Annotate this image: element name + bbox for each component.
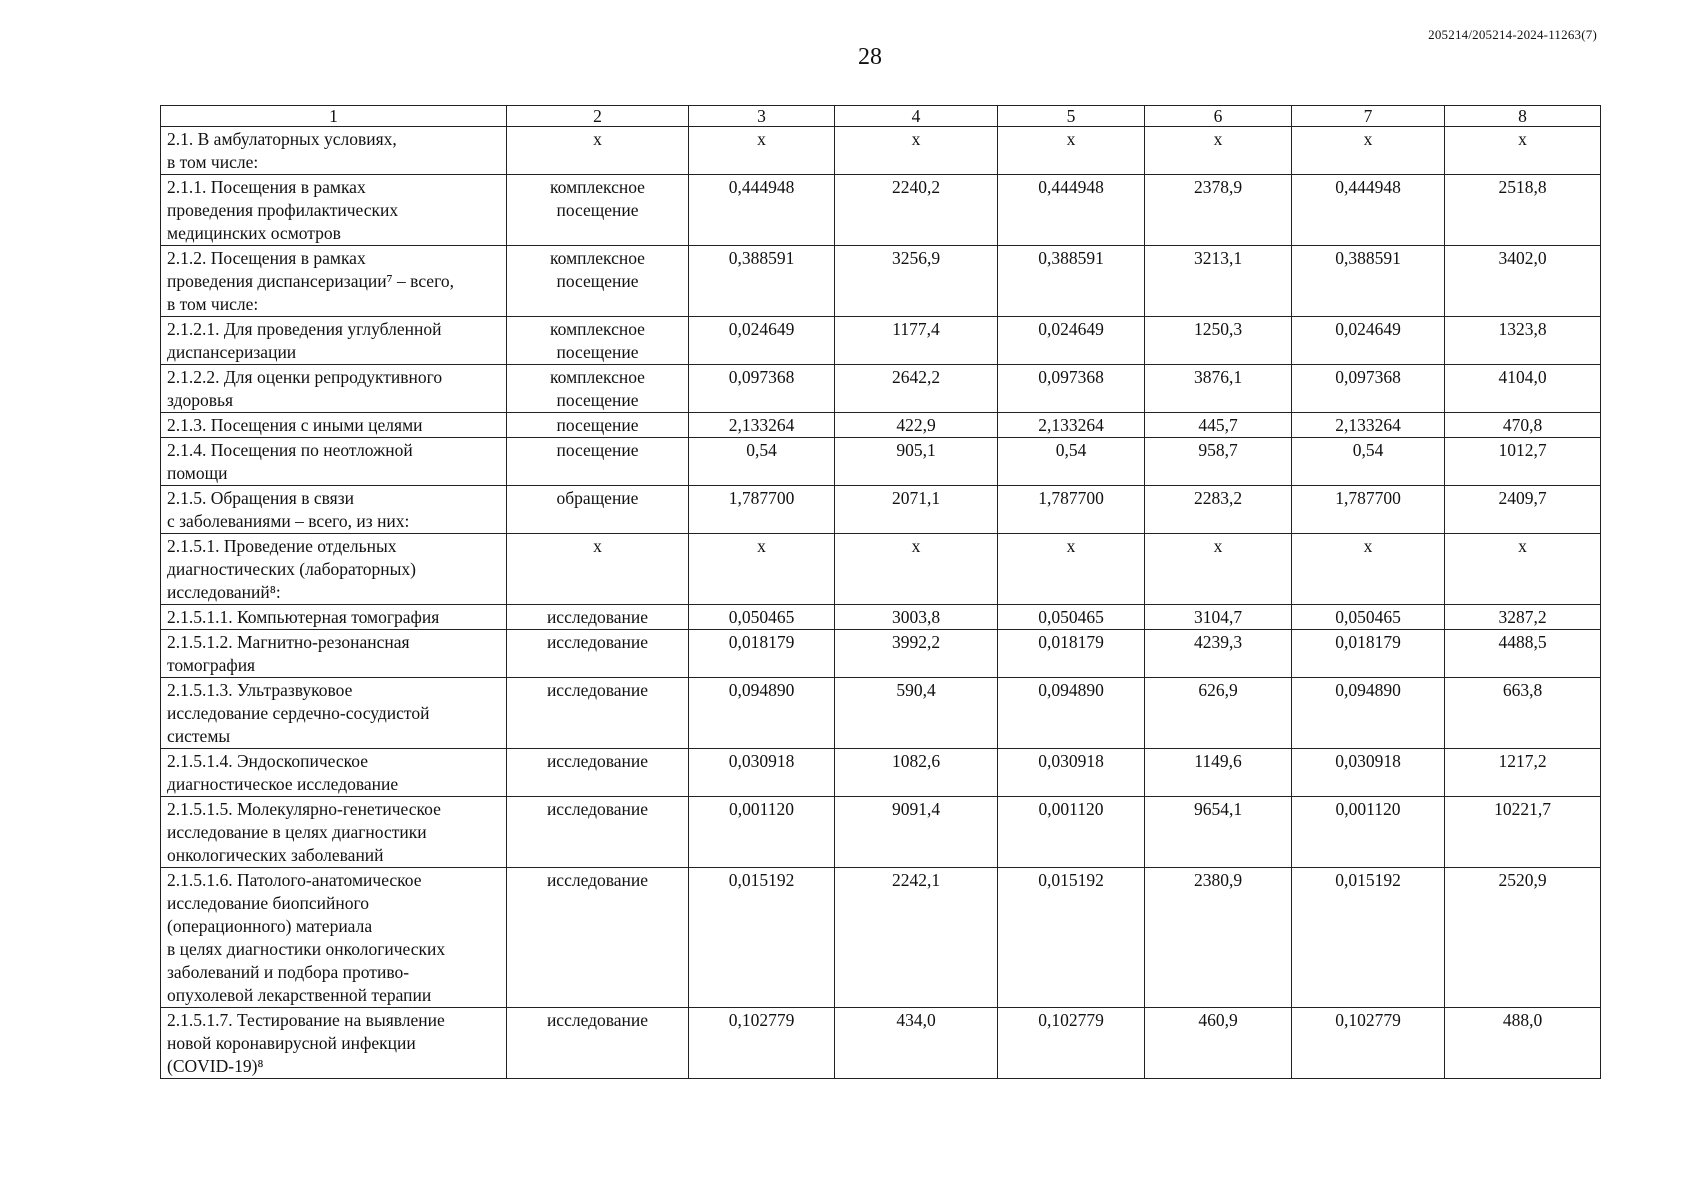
cell-col-4: 2240,2	[835, 175, 998, 246]
cell-col-5: 0,097368	[998, 365, 1145, 413]
column-number-4: 4	[835, 106, 998, 127]
cell-col-3: 0,444948	[689, 175, 835, 246]
cell-col-7: 0,388591	[1292, 246, 1445, 317]
cell-col-6: 460,9	[1145, 1008, 1292, 1079]
cell-col-8: 2520,9	[1445, 868, 1601, 1008]
cell-indicator: 2.1.5.1.5. Молекулярно-генетическое исследование в целях диагностики онкологических заболеваний	[161, 797, 507, 868]
cell-col-8: 2518,8	[1445, 175, 1601, 246]
table-body	[161, 106, 1601, 1079]
cell-col-4: х	[835, 127, 998, 175]
cell-col-5: 0,54	[998, 438, 1145, 486]
cell-col-6: х	[1145, 534, 1292, 605]
cell-col-8: 1323,8	[1445, 317, 1601, 365]
cell-col-4: 3256,9	[835, 246, 998, 317]
cell-col-4: 3003,8	[835, 605, 998, 630]
cell-unit: исследование	[507, 1008, 689, 1079]
cell-col-8: 3402,0	[1445, 246, 1601, 317]
cell-unit: х	[507, 534, 689, 605]
table-row	[161, 127, 1601, 175]
cell-indicator: 2.1.5.1.3. Ультразвуковое исследование сердечно-сосудистой системы	[161, 678, 507, 749]
table-row	[161, 1008, 1601, 1079]
cell-col-6: 1149,6	[1145, 749, 1292, 797]
cell-col-5: 0,388591	[998, 246, 1145, 317]
cell-col-8: 488,0	[1445, 1008, 1601, 1079]
cell-col-6: 445,7	[1145, 413, 1292, 438]
cell-col-6: 3876,1	[1145, 365, 1292, 413]
cell-unit: исследование	[507, 678, 689, 749]
cell-indicator: 2.1.5.1.1. Компьютерная томография	[161, 605, 507, 630]
cell-col-5: 0,001120	[998, 797, 1145, 868]
cell-col-4: 590,4	[835, 678, 998, 749]
cell-col-8: х	[1445, 534, 1601, 605]
cell-col-4: 2071,1	[835, 486, 998, 534]
cell-col-3: 0,102779	[689, 1008, 835, 1079]
cell-col-6: 2283,2	[1145, 486, 1292, 534]
cell-col-3: 0,018179	[689, 630, 835, 678]
cell-col-6: 1250,3	[1145, 317, 1292, 365]
cell-col-3: 0,030918	[689, 749, 835, 797]
cell-col-8: 663,8	[1445, 678, 1601, 749]
cell-col-5: 0,018179	[998, 630, 1145, 678]
cell-col-7: 2,133264	[1292, 413, 1445, 438]
cell-indicator: 2.1.3. Посещения с иными целями	[161, 413, 507, 438]
cell-col-5: 0,024649	[998, 317, 1145, 365]
cell-col-5: 0,094890	[998, 678, 1145, 749]
cell-unit: комплексное посещение	[507, 365, 689, 413]
table-row	[161, 605, 1601, 630]
cell-unit: комплексное посещение	[507, 175, 689, 246]
cell-col-3: 0,050465	[689, 605, 835, 630]
cell-col-8: 3287,2	[1445, 605, 1601, 630]
cell-col-5: 0,444948	[998, 175, 1145, 246]
cell-unit: х	[507, 127, 689, 175]
cell-col-5: 0,102779	[998, 1008, 1145, 1079]
cell-col-8: 2409,7	[1445, 486, 1601, 534]
cell-col-7: 0,094890	[1292, 678, 1445, 749]
cell-col-6: 4239,3	[1145, 630, 1292, 678]
cell-col-7: 0,001120	[1292, 797, 1445, 868]
cell-unit: исследование	[507, 605, 689, 630]
table-row	[161, 797, 1601, 868]
table-row	[161, 678, 1601, 749]
cell-col-3: 0,015192	[689, 868, 835, 1008]
cell-col-4: 905,1	[835, 438, 998, 486]
cell-col-3: 0,094890	[689, 678, 835, 749]
cell-col-3: 1,787700	[689, 486, 835, 534]
cell-col-8: 10221,7	[1445, 797, 1601, 868]
column-number-7: 7	[1292, 106, 1445, 127]
cell-unit: исследование	[507, 868, 689, 1008]
column-number-3: 3	[689, 106, 835, 127]
cell-indicator: 2.1.5.1.2. Магнитно-резонансная томография	[161, 630, 507, 678]
cell-col-8: 1012,7	[1445, 438, 1601, 486]
cell-col-7: 0,444948	[1292, 175, 1445, 246]
cell-col-3: 0,388591	[689, 246, 835, 317]
cell-col-5: х	[998, 127, 1145, 175]
cell-col-7: 0,54	[1292, 438, 1445, 486]
cell-col-4: 2642,2	[835, 365, 998, 413]
cell-col-8: 470,8	[1445, 413, 1601, 438]
page-number: 28	[858, 44, 882, 70]
cell-col-4: 9091,4	[835, 797, 998, 868]
cell-col-6: 3213,1	[1145, 246, 1292, 317]
column-number-1: 1	[161, 106, 507, 127]
cell-col-3: 0,001120	[689, 797, 835, 868]
cell-col-7: 0,050465	[1292, 605, 1445, 630]
cell-col-3: 0,097368	[689, 365, 835, 413]
cell-col-4: 1082,6	[835, 749, 998, 797]
cell-col-6: 626,9	[1145, 678, 1292, 749]
cell-col-7: 1,787700	[1292, 486, 1445, 534]
cell-col-3: 0,024649	[689, 317, 835, 365]
cell-col-8: 1217,2	[1445, 749, 1601, 797]
table-row	[161, 534, 1601, 605]
cell-col-8: 4488,5	[1445, 630, 1601, 678]
cell-indicator: 2.1.5.1.6. Патолого-анатомическое исследование биопсийного (операционного) материала в целях диагностики онкологических заболеваний и подбора противо- опухолевой лекарственной терапии	[161, 868, 507, 1008]
cell-col-4: х	[835, 534, 998, 605]
cell-col-7: 0,024649	[1292, 317, 1445, 365]
cell-unit: комплексное посещение	[507, 246, 689, 317]
cell-col-4: 422,9	[835, 413, 998, 438]
table-row	[161, 175, 1601, 246]
cell-col-6: 2378,9	[1145, 175, 1292, 246]
cell-col-7: 0,018179	[1292, 630, 1445, 678]
table-row	[161, 365, 1601, 413]
cell-unit: исследование	[507, 797, 689, 868]
column-number-8: 8	[1445, 106, 1601, 127]
cell-unit: посещение	[507, 413, 689, 438]
column-number-6: 6	[1145, 106, 1292, 127]
cell-col-5: 1,787700	[998, 486, 1145, 534]
cell-indicator: 2.1.5.1.4. Эндоскопическое диагностическое исследование	[161, 749, 507, 797]
cell-col-4: 1177,4	[835, 317, 998, 365]
cell-indicator: 2.1.5.1. Проведение отдельных диагностических (лабораторных) исследований⁸:	[161, 534, 507, 605]
cell-col-3: 2,133264	[689, 413, 835, 438]
cell-col-7: 0,102779	[1292, 1008, 1445, 1079]
table-row	[161, 413, 1601, 438]
cell-col-4: 2242,1	[835, 868, 998, 1008]
cell-col-4: 3992,2	[835, 630, 998, 678]
column-number-2: 2	[507, 106, 689, 127]
table-row	[161, 749, 1601, 797]
table-row	[161, 868, 1601, 1008]
cell-col-6: 9654,1	[1145, 797, 1292, 868]
cell-indicator: 2.1.2.1. Для проведения углубленной диспансеризации	[161, 317, 507, 365]
column-number-row	[161, 106, 1601, 127]
cell-col-3: х	[689, 127, 835, 175]
cell-col-7: 0,015192	[1292, 868, 1445, 1008]
cell-col-6: 3104,7	[1145, 605, 1292, 630]
cell-col-5: 0,015192	[998, 868, 1145, 1008]
cell-unit: обращение	[507, 486, 689, 534]
cell-col-4: 434,0	[835, 1008, 998, 1079]
cell-unit: исследование	[507, 630, 689, 678]
cell-unit: комплексное посещение	[507, 317, 689, 365]
cell-indicator: 2.1.2.2. Для оценки репродуктивного здоровья	[161, 365, 507, 413]
cell-col-3: 0,54	[689, 438, 835, 486]
cell-col-6: 958,7	[1145, 438, 1292, 486]
cell-col-7: 0,097368	[1292, 365, 1445, 413]
cell-col-8: х	[1445, 127, 1601, 175]
cell-col-7: 0,030918	[1292, 749, 1445, 797]
cell-indicator: 2.1. В амбулаторных условиях, в том числе:	[161, 127, 507, 175]
cell-indicator: 2.1.5.1.7. Тестирование на выявление новой коронавирусной инфекции (COVID-19)⁸	[161, 1008, 507, 1079]
cell-col-7: х	[1292, 127, 1445, 175]
cell-indicator: 2.1.5. Обращения в связи с заболеваниями – всего, из них:	[161, 486, 507, 534]
table-row	[161, 246, 1601, 317]
table-row	[161, 486, 1601, 534]
cell-unit: посещение	[507, 438, 689, 486]
cell-col-5: 0,050465	[998, 605, 1145, 630]
cell-col-6: х	[1145, 127, 1292, 175]
cell-col-3: х	[689, 534, 835, 605]
cell-indicator: 2.1.1. Посещения в рамках проведения профилактических медицинских осмотров	[161, 175, 507, 246]
cell-col-7: х	[1292, 534, 1445, 605]
cell-col-6: 2380,9	[1145, 868, 1292, 1008]
cell-unit: исследование	[507, 749, 689, 797]
column-number-5: 5	[998, 106, 1145, 127]
cell-indicator: 2.1.4. Посещения по неотложной помощи	[161, 438, 507, 486]
cell-col-5: 0,030918	[998, 749, 1145, 797]
cell-indicator: 2.1.2. Посещения в рамках проведения диспансеризации⁷ – всего, в том числе:	[161, 246, 507, 317]
table-row	[161, 438, 1601, 486]
table-row	[161, 630, 1601, 678]
data-table	[160, 105, 1601, 1079]
table-row	[161, 317, 1601, 365]
cell-col-8: 4104,0	[1445, 365, 1601, 413]
cell-col-5: 2,133264	[998, 413, 1145, 438]
cell-col-5: х	[998, 534, 1145, 605]
document-code: 205214/205214-2024-11263(7)	[1428, 27, 1597, 42]
